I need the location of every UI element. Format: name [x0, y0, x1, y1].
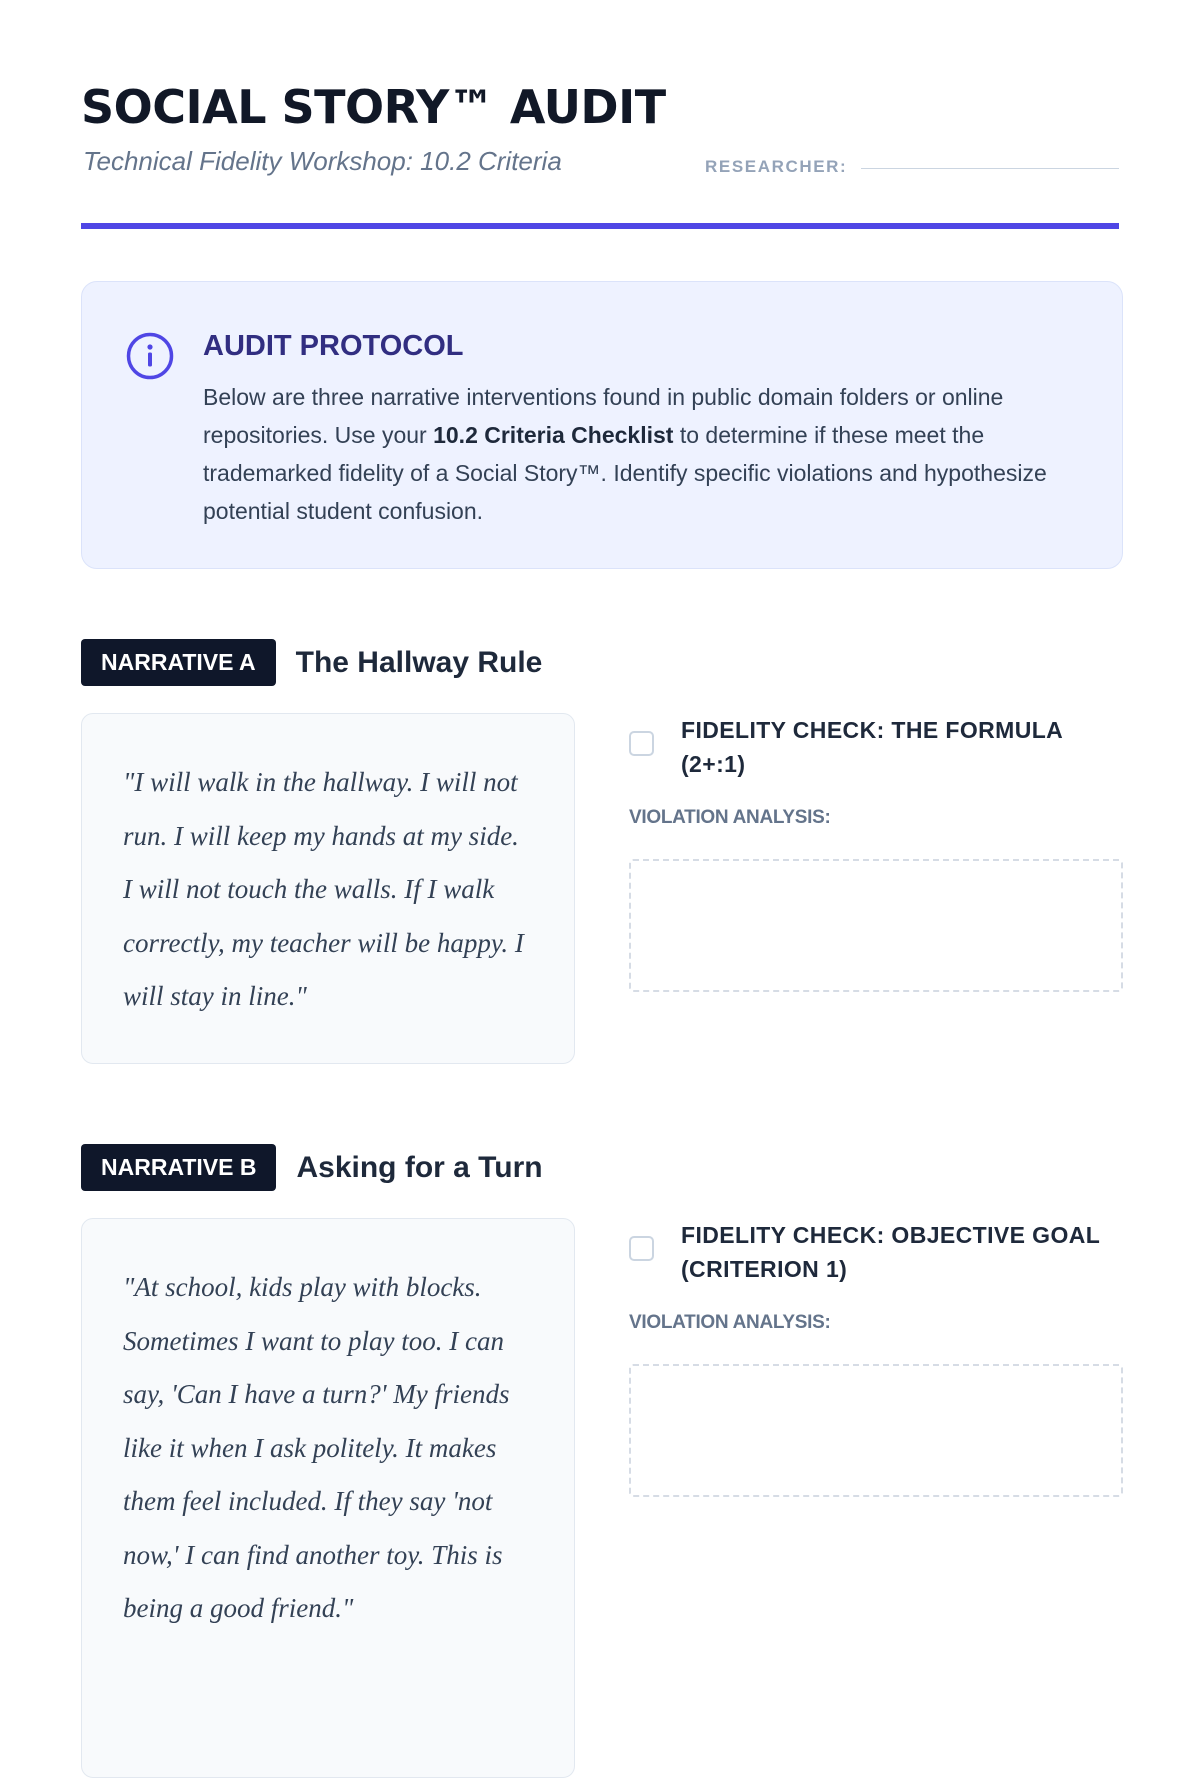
narrative-story-card: "I will walk in the hallway. I will not run. I will keep my hands at my side. I will not touch the walls. If I walk correctly, my teacher will be happy. I will stay in line." — [81, 713, 575, 1064]
fidelity-check-panel — [629, 1218, 1123, 1497]
researcher-input-line[interactable] — [861, 168, 1119, 169]
researcher-label: RESEARCHER: — [705, 157, 848, 176]
protocol-body-emphasis: 10.2 Criteria Checklist — [433, 422, 674, 448]
fidelity-checkbox[interactable] — [629, 1236, 654, 1261]
protocol-body-text-1: Below are three narrative interventions found in public domain folders or online repositories. Use your — [203, 384, 1004, 448]
violation-analysis-label: VIOLATION ANALYSIS: — [629, 807, 831, 828]
researcher-field[interactable] — [705, 157, 1119, 177]
narrative-b-section — [81, 1144, 1123, 1623]
narrative-badge: NARRATIVE A — [81, 639, 276, 686]
info-icon — [125, 331, 175, 381]
page-header — [81, 0, 1119, 229]
narrative-title: The Hallway Rule — [295, 645, 543, 679]
audit-protocol-box — [81, 281, 1123, 569]
fidelity-check-label: FIDELITY CHECK: THE FORMULA (2+:1) — [681, 717, 1063, 777]
fidelity-check-panel — [629, 713, 1123, 992]
violation-analysis-label: VIOLATION ANALYSIS: — [629, 1312, 831, 1333]
narrative-title: Asking for a Turn — [296, 1150, 543, 1184]
fidelity-check-label: FIDELITY CHECK: OBJECTIVE GOAL (CRITERION 1) — [681, 1222, 1100, 1282]
narrative-header — [81, 1144, 1123, 1191]
narrative-a-section — [81, 639, 1123, 1011]
page-title: SOCIAL STORY™ AUDIT — [81, 80, 666, 134]
violation-analysis-input[interactable] — [629, 1364, 1123, 1497]
protocol-body-text-2: to determine if these meet the trademarked fidelity of a Social Story™. Identify specific violations and hypothesize potential student confusion. — [203, 422, 1047, 524]
protocol-title: AUDIT PROTOCOL — [203, 330, 464, 362]
fidelity-checkbox[interactable] — [629, 731, 654, 756]
narrative-header — [81, 639, 1123, 686]
violation-analysis-input[interactable] — [629, 859, 1123, 992]
narrative-story-card: "At school, kids play with blocks. Sometimes I want to play too. I can say, 'Can I have a turn?' My friends like it when I ask politely. It makes them feel included. If they say 'not now,' I can find another toy. This is being a good friend." — [81, 1218, 575, 1778]
page-subtitle: Technical Fidelity Workshop: 10.2 Criteria — [83, 146, 562, 176]
fidelity-check-row[interactable] — [629, 713, 1123, 781]
fidelity-check-row[interactable] — [629, 1218, 1123, 1286]
narrative-badge: NARRATIVE B — [81, 1144, 276, 1191]
protocol-body — [203, 378, 1093, 530]
